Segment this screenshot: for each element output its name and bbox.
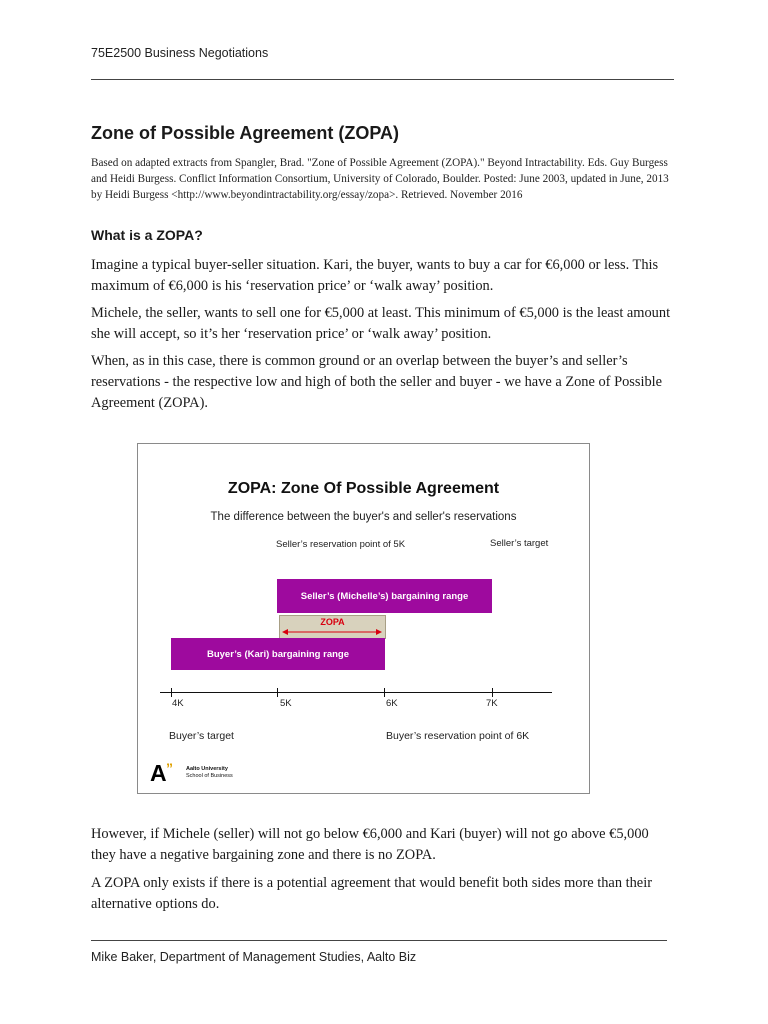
paragraph-zopa-exists: A ZOPA only exists if there is a potential agreement that would benefit both sides more than their alternative options do. [91,875,652,912]
zopa-range-box [279,615,386,639]
logo-line-2: School of Business [186,772,233,779]
page-header: 75E2500 Business Negotiations [91,46,269,60]
page-footer: Mike Baker, Department of Management Studies, Aalto Biz [91,950,417,964]
seller-target-label: Seller’s target [490,538,549,549]
footer-divider [91,940,667,941]
zopa-diagram [137,443,590,794]
tick-5k [277,688,278,697]
tick-label-4k: 4K [172,698,184,709]
value-axis [160,692,552,693]
zopa-double-arrow [282,628,382,636]
buyer-range-label: Buyer’s (Kari) bargaining range [206,648,349,660]
tick-label-6k: 6K [386,698,398,709]
tick-label-5k: 5K [280,698,292,709]
buyer-range-bar [171,638,385,670]
aalto-logo-icon: A [150,760,167,786]
header-divider [91,79,674,80]
tick-7k [492,688,493,697]
page-title: Zone of Possible Agreement (ZOPA) [91,123,400,143]
paragraph-negative-zone: However, if Michele (seller) will not go below €6,000 and Kari (buyer) will not go above €5,000 they have a negative bargaining zone and there is no ZOPA. [91,826,649,863]
aalto-logo-quote-icon: ” [166,760,173,776]
paragraph-overlap: When, as in this case, there is common ground or an overlap between the buyer’s and seller’s reservations - the respective low and high of both the seller and buyer - we have a Zone of Possible Agreement (ZOPA). [91,353,663,411]
paragraph-seller: Michele, the seller, wants to sell one for €5,000 at least. This minimum of €5,000 is the least amount she will accept, so it’s her ‘reservation price’ or ‘walk away’ position. [91,305,671,342]
zopa-label: ZOPA [320,617,345,627]
tick-label-7k: 7K [486,698,498,709]
paragraph-buyer: Imagine a typical buyer-seller situation. Kari, the buyer, wants to buy a car for €6,000 or less. This maximum of €6,000 is his ‘reservation price’ or ‘walk away’ position. [91,257,659,294]
seller-reservation-label: Seller’s reservation point of 5K [276,539,406,550]
seller-range-bar [277,579,492,613]
source-citation: Based on adapted extracts from Spangler, Brad. "Zone of Possible Agreement (ZOPA)." Beyond Intractability. Eds. Guy Burgess and Heidi Burgess. Conflict Information Consortium, University of Colorado, Boulder. Posted: June 2003, updated in June, 2013 by Heidi Burgess <http://www.beyondintractability.org/essay/zopa>. Retrieved. November 2016 [91,157,669,201]
buyer-target-label: Buyer’s target [169,730,234,742]
section-heading: What is a ZOPA? [91,227,203,243]
seller-range-label: Seller’s (Michelle’s) bargaining range [300,590,469,602]
diagram-subtitle: The difference between the buyer's and seller's reservations [210,511,517,523]
tick-4k [171,688,172,697]
buyer-reservation-label: Buyer’s reservation point of 6K [386,730,530,742]
diagram-title: ZOPA: Zone Of Possible Agreement [227,480,500,497]
logo-line-1: Aalto University [186,766,228,772]
aalto-logo-text [186,766,233,779]
tick-6k [384,688,385,697]
